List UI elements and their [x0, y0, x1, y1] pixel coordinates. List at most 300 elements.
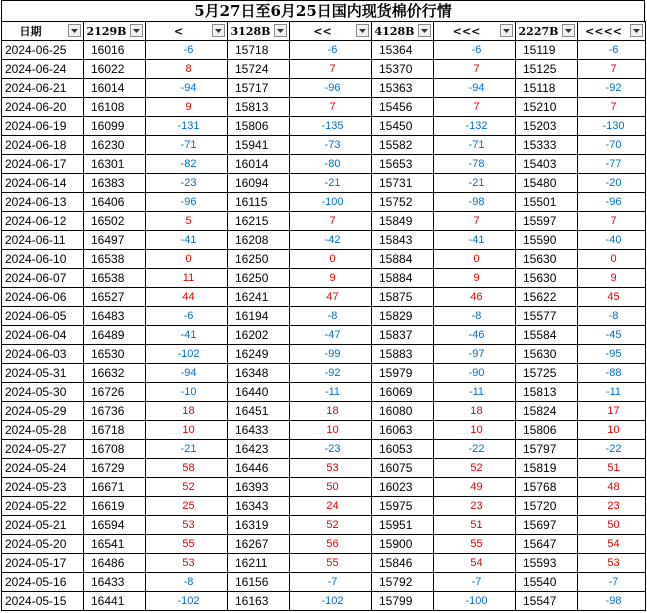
price-cell[interactable]: 16202	[228, 326, 290, 345]
price-cell[interactable]: 15813	[516, 383, 578, 402]
change-cell[interactable]: 48	[578, 478, 646, 497]
table-row	[2, 250, 646, 269]
change-cell[interactable]: -78	[434, 155, 516, 174]
table-row	[2, 554, 646, 573]
date-cell[interactable]: 2024-06-05	[2, 307, 84, 326]
date-cell[interactable]: 2024-06-20	[2, 98, 84, 117]
price-cell[interactable]: 16014	[228, 155, 290, 174]
price-cell[interactable]: 15979	[372, 364, 434, 383]
change-cell[interactable]: -80	[290, 155, 372, 174]
price-cell[interactable]: 15824	[516, 402, 578, 421]
price-cell[interactable]: 16215	[228, 212, 290, 231]
filter-dropdown-icon[interactable]	[418, 24, 431, 37]
change-cell[interactable]: 58	[146, 459, 228, 478]
price-cell[interactable]: 16163	[228, 592, 290, 611]
date-cell[interactable]: 2024-06-21	[2, 79, 84, 98]
price-cell[interactable]: 16230	[84, 136, 146, 155]
price-cell[interactable]: 16497	[84, 231, 146, 250]
change-cell[interactable]: -47	[290, 326, 372, 345]
table-row	[2, 440, 646, 459]
date-cell[interactable]: 2024-06-11	[2, 231, 84, 250]
price-cell[interactable]: 16486	[84, 554, 146, 573]
change-cell[interactable]: -8	[578, 307, 646, 326]
change-cell[interactable]: -8	[146, 573, 228, 592]
change-cell[interactable]: 53	[290, 459, 372, 478]
change-cell[interactable]: -45	[578, 326, 646, 345]
filter-dropdown-icon[interactable]	[356, 24, 369, 37]
change-cell[interactable]: -70	[578, 136, 646, 155]
price-cell[interactable]: 16343	[228, 497, 290, 516]
change-cell[interactable]: 53	[578, 554, 646, 573]
change-cell[interactable]: 50	[578, 516, 646, 535]
column-header-label: <<<	[452, 24, 481, 38]
change-cell[interactable]: -71	[434, 136, 516, 155]
change-cell[interactable]: -42	[290, 231, 372, 250]
date-cell[interactable]: 2024-05-23	[2, 478, 84, 497]
change-cell[interactable]: 53	[146, 516, 228, 535]
filter-dropdown-icon[interactable]	[630, 24, 643, 37]
price-cell[interactable]: 16441	[84, 592, 146, 611]
date-cell[interactable]: 2024-06-25	[2, 41, 84, 60]
change-cell[interactable]: 54	[434, 554, 516, 573]
change-cell[interactable]: 56	[290, 535, 372, 554]
change-cell[interactable]: -21	[146, 440, 228, 459]
change-cell[interactable]: 17	[578, 402, 646, 421]
price-cell[interactable]: 15731	[372, 174, 434, 193]
change-cell[interactable]: 7	[578, 212, 646, 231]
change-cell[interactable]: 10	[290, 421, 372, 440]
change-cell[interactable]: -7	[290, 573, 372, 592]
price-cell[interactable]: 16451	[228, 402, 290, 421]
change-cell[interactable]: 9	[434, 269, 516, 288]
change-cell[interactable]: 18	[434, 402, 516, 421]
change-cell[interactable]: -22	[434, 440, 516, 459]
date-cell[interactable]: 2024-06-04	[2, 326, 84, 345]
filter-dropdown-icon[interactable]	[562, 24, 575, 37]
price-cell[interactable]: 15806	[516, 421, 578, 440]
change-cell[interactable]: -8	[290, 307, 372, 326]
table-row	[2, 345, 646, 364]
date-cell[interactable]: 2024-05-17	[2, 554, 84, 573]
price-cell[interactable]: 16022	[84, 60, 146, 79]
price-cell[interactable]: 15597	[516, 212, 578, 231]
price-cell[interactable]: 15450	[372, 117, 434, 136]
change-cell[interactable]: 10	[146, 421, 228, 440]
table-row	[2, 60, 646, 79]
change-cell[interactable]: -130	[578, 117, 646, 136]
price-cell[interactable]: 15370	[372, 60, 434, 79]
change-cell[interactable]: 0	[290, 250, 372, 269]
change-cell[interactable]: -6	[578, 41, 646, 60]
change-cell[interactable]: -100	[434, 592, 516, 611]
date-cell[interactable]: 2024-06-10	[2, 250, 84, 269]
change-cell[interactable]: 0	[578, 250, 646, 269]
change-cell[interactable]: -97	[434, 345, 516, 364]
date-cell[interactable]: 2024-06-03	[2, 345, 84, 364]
price-cell[interactable]: 15797	[516, 440, 578, 459]
change-cell[interactable]: -7	[578, 573, 646, 592]
price-cell[interactable]: 16301	[84, 155, 146, 174]
change-cell[interactable]: 7	[578, 98, 646, 117]
change-cell[interactable]: 45	[578, 288, 646, 307]
price-cell[interactable]: 15622	[516, 288, 578, 307]
date-cell[interactable]: 2024-05-30	[2, 383, 84, 402]
change-cell[interactable]: -95	[578, 345, 646, 364]
date-cell[interactable]: 2024-06-13	[2, 193, 84, 212]
date-cell[interactable]: 2024-05-22	[2, 497, 84, 516]
price-cell[interactable]: 16211	[228, 554, 290, 573]
price-cell[interactable]: 16393	[228, 478, 290, 497]
price-cell[interactable]: 15582	[372, 136, 434, 155]
change-cell[interactable]: -6	[290, 41, 372, 60]
change-cell[interactable]: -46	[434, 326, 516, 345]
change-cell[interactable]: -11	[434, 383, 516, 402]
price-cell[interactable]: 15806	[228, 117, 290, 136]
table-row	[2, 136, 646, 155]
price-cell[interactable]: 15884	[372, 250, 434, 269]
price-cell[interactable]: 16502	[84, 212, 146, 231]
change-cell[interactable]: 50	[290, 478, 372, 497]
change-cell[interactable]: 54	[578, 535, 646, 554]
change-cell[interactable]: -102	[146, 345, 228, 364]
price-cell[interactable]: 16014	[84, 79, 146, 98]
price-cell[interactable]: 16708	[84, 440, 146, 459]
date-cell[interactable]: 2024-06-07	[2, 269, 84, 288]
price-cell[interactable]: 16619	[84, 497, 146, 516]
price-cell[interactable]: 15717	[228, 79, 290, 98]
change-cell[interactable]: -23	[146, 174, 228, 193]
price-cell[interactable]: 15577	[516, 307, 578, 326]
price-cell[interactable]: 15630	[516, 345, 578, 364]
price-cell[interactable]: 16446	[228, 459, 290, 478]
price-cell[interactable]: 15363	[372, 79, 434, 98]
price-cell[interactable]: 16194	[228, 307, 290, 326]
change-cell[interactable]: 55	[290, 554, 372, 573]
change-cell[interactable]: -135	[290, 117, 372, 136]
change-cell[interactable]: 9	[146, 98, 228, 117]
price-cell[interactable]: 15584	[516, 326, 578, 345]
change-cell[interactable]: 51	[434, 516, 516, 535]
change-cell[interactable]: 9	[290, 269, 372, 288]
table-row	[2, 269, 646, 288]
price-cell[interactable]: 15720	[516, 497, 578, 516]
price-cell[interactable]: 16433	[228, 421, 290, 440]
column-header-label: 2227B	[518, 24, 559, 38]
price-cell[interactable]: 16241	[228, 288, 290, 307]
change-cell[interactable]: -94	[146, 364, 228, 383]
price-cell[interactable]: 16440	[228, 383, 290, 402]
change-cell[interactable]: -131	[146, 117, 228, 136]
price-cell[interactable]: 16319	[228, 516, 290, 535]
price-cell[interactable]: 16483	[84, 307, 146, 326]
price-cell[interactable]: 16726	[84, 383, 146, 402]
price-cell[interactable]: 16267	[228, 535, 290, 554]
date-cell[interactable]: 2024-06-19	[2, 117, 84, 136]
change-cell[interactable]: 52	[146, 478, 228, 497]
price-cell[interactable]: 15210	[516, 98, 578, 117]
table-row	[2, 41, 646, 60]
price-cell[interactable]: 16489	[84, 326, 146, 345]
date-cell[interactable]: 2024-05-15	[2, 592, 84, 611]
column-header-label: 日期	[19, 25, 42, 38]
change-cell[interactable]: -102	[146, 592, 228, 611]
price-cell[interactable]: 15203	[516, 117, 578, 136]
change-cell[interactable]: 7	[290, 60, 372, 79]
price-cell[interactable]: 15951	[372, 516, 434, 535]
change-cell[interactable]: 49	[434, 478, 516, 497]
price-cell[interactable]: 16406	[84, 193, 146, 212]
change-cell[interactable]: -100	[290, 193, 372, 212]
price-cell[interactable]: 15125	[516, 60, 578, 79]
date-cell[interactable]: 2024-06-06	[2, 288, 84, 307]
price-cell[interactable]: 15975	[372, 497, 434, 516]
price-cell[interactable]: 16729	[84, 459, 146, 478]
price-cell[interactable]: 15590	[516, 231, 578, 250]
change-cell[interactable]: 55	[146, 535, 228, 554]
price-cell[interactable]: 15718	[228, 41, 290, 60]
filter-dropdown-icon[interactable]	[274, 24, 287, 37]
filter-dropdown-icon[interactable]	[500, 24, 513, 37]
price-cell[interactable]: 16383	[84, 174, 146, 193]
change-cell[interactable]: -7	[434, 573, 516, 592]
change-cell[interactable]: 23	[434, 497, 516, 516]
change-cell[interactable]: 7	[434, 98, 516, 117]
price-cell[interactable]: 15725	[516, 364, 578, 383]
price-cell[interactable]: 15647	[516, 535, 578, 554]
change-cell[interactable]: -82	[146, 155, 228, 174]
change-cell[interactable]: -6	[146, 41, 228, 60]
change-cell[interactable]: 7	[290, 98, 372, 117]
change-cell[interactable]: -10	[146, 383, 228, 402]
price-cell[interactable]: 15118	[516, 79, 578, 98]
change-cell[interactable]: 25	[146, 497, 228, 516]
change-cell[interactable]: -77	[578, 155, 646, 174]
change-cell[interactable]: 10	[578, 421, 646, 440]
change-cell[interactable]: 7	[434, 60, 516, 79]
change-cell[interactable]: 0	[146, 250, 228, 269]
price-cell[interactable]: 15768	[516, 478, 578, 497]
price-cell[interactable]: 15630	[516, 269, 578, 288]
price-cell[interactable]: 15799	[372, 592, 434, 611]
date-cell[interactable]: 2024-05-27	[2, 440, 84, 459]
change-cell[interactable]: 44	[146, 288, 228, 307]
change-cell[interactable]: -96	[146, 193, 228, 212]
change-cell[interactable]: -41	[146, 231, 228, 250]
change-cell[interactable]: 18	[146, 402, 228, 421]
column-header-3	[228, 22, 290, 41]
table-row	[2, 212, 646, 231]
change-cell[interactable]: -23	[290, 440, 372, 459]
price-cell[interactable]: 15900	[372, 535, 434, 554]
price-cell[interactable]: 15843	[372, 231, 434, 250]
date-cell[interactable]: 2024-05-31	[2, 364, 84, 383]
price-cell[interactable]: 16069	[372, 383, 434, 402]
change-cell[interactable]: -99	[290, 345, 372, 364]
table-row	[2, 98, 646, 117]
change-cell[interactable]: 23	[578, 497, 646, 516]
change-cell[interactable]: -102	[290, 592, 372, 611]
date-cell[interactable]: 2024-06-18	[2, 136, 84, 155]
change-cell[interactable]: -92	[290, 364, 372, 383]
date-cell[interactable]: 2024-05-29	[2, 402, 84, 421]
price-cell[interactable]: 16080	[372, 402, 434, 421]
change-cell[interactable]: 47	[290, 288, 372, 307]
price-cell[interactable]: 16115	[228, 193, 290, 212]
change-cell[interactable]: -98	[434, 193, 516, 212]
price-cell[interactable]: 16538	[84, 250, 146, 269]
change-cell[interactable]: 7	[290, 212, 372, 231]
date-cell[interactable]: 2024-05-28	[2, 421, 84, 440]
price-cell[interactable]: 15792	[372, 573, 434, 592]
change-cell[interactable]: 55	[434, 535, 516, 554]
filter-dropdown-icon[interactable]	[212, 24, 225, 37]
change-cell[interactable]: -92	[578, 79, 646, 98]
change-cell[interactable]: 18	[290, 402, 372, 421]
table-row	[2, 497, 646, 516]
price-cell[interactable]: 16348	[228, 364, 290, 383]
price-cell[interactable]: 16538	[84, 269, 146, 288]
price-cell[interactable]: 15819	[516, 459, 578, 478]
price-cell[interactable]: 15829	[372, 307, 434, 326]
date-cell[interactable]: 2024-06-24	[2, 60, 84, 79]
filter-dropdown-icon[interactable]	[130, 24, 143, 37]
price-cell[interactable]: 15593	[516, 554, 578, 573]
price-cell[interactable]: 15364	[372, 41, 434, 60]
price-cell[interactable]: 16208	[228, 231, 290, 250]
change-cell[interactable]: -94	[434, 79, 516, 98]
change-cell[interactable]: -71	[146, 136, 228, 155]
price-cell[interactable]: 16016	[84, 41, 146, 60]
change-cell[interactable]: 46	[434, 288, 516, 307]
change-cell[interactable]: -96	[290, 79, 372, 98]
change-cell[interactable]: -98	[578, 592, 646, 611]
price-cell[interactable]: 16063	[372, 421, 434, 440]
price-cell[interactable]: 15501	[516, 193, 578, 212]
change-cell[interactable]: -11	[578, 383, 646, 402]
date-cell[interactable]: 2024-06-12	[2, 212, 84, 231]
change-cell[interactable]: -90	[434, 364, 516, 383]
change-cell[interactable]: -6	[146, 307, 228, 326]
filter-dropdown-icon[interactable]	[68, 24, 81, 37]
price-cell[interactable]: 16541	[84, 535, 146, 554]
price-cell[interactable]: 16527	[84, 288, 146, 307]
change-cell[interactable]: 7	[578, 60, 646, 79]
price-cell[interactable]: 16736	[84, 402, 146, 421]
price-cell[interactable]: 16156	[228, 573, 290, 592]
change-cell[interactable]: 52	[290, 516, 372, 535]
change-cell[interactable]: 52	[434, 459, 516, 478]
price-cell[interactable]: 16718	[84, 421, 146, 440]
change-cell[interactable]: 9	[578, 269, 646, 288]
price-cell[interactable]: 15403	[516, 155, 578, 174]
price-cell[interactable]: 15697	[516, 516, 578, 535]
price-cell[interactable]: 16094	[228, 174, 290, 193]
price-cell[interactable]: 15752	[372, 193, 434, 212]
price-cell[interactable]: 16249	[228, 345, 290, 364]
table-row	[2, 478, 646, 497]
price-cell[interactable]: 16423	[228, 440, 290, 459]
change-cell[interactable]: -94	[146, 79, 228, 98]
price-cell[interactable]: 15837	[372, 326, 434, 345]
change-cell[interactable]: 7	[434, 212, 516, 231]
price-cell[interactable]: 16594	[84, 516, 146, 535]
change-cell[interactable]: 51	[578, 459, 646, 478]
change-cell[interactable]: 24	[290, 497, 372, 516]
date-cell[interactable]: 2024-06-14	[2, 174, 84, 193]
table-row	[2, 535, 646, 554]
price-cell[interactable]: 15724	[228, 60, 290, 79]
price-cell[interactable]: 16433	[84, 573, 146, 592]
price-cell[interactable]: 15884	[372, 269, 434, 288]
change-cell[interactable]: 8	[146, 60, 228, 79]
date-cell[interactable]: 2024-05-16	[2, 573, 84, 592]
date-cell[interactable]: 2024-05-20	[2, 535, 84, 554]
column-header-1	[84, 22, 146, 41]
price-cell[interactable]: 15849	[372, 212, 434, 231]
change-cell[interactable]: -21	[434, 174, 516, 193]
price-cell[interactable]: 15119	[516, 41, 578, 60]
change-cell[interactable]: -41	[146, 326, 228, 345]
column-header-label: <	[173, 24, 184, 38]
price-cell[interactable]: 15480	[516, 174, 578, 193]
change-cell[interactable]: 10	[434, 421, 516, 440]
price-cell[interactable]: 15883	[372, 345, 434, 364]
change-cell[interactable]: -20	[578, 174, 646, 193]
price-cell[interactable]: 15653	[372, 155, 434, 174]
change-cell[interactable]: -22	[578, 440, 646, 459]
price-cell[interactable]: 16023	[372, 478, 434, 497]
column-header-label: 3128B	[230, 24, 271, 38]
price-cell[interactable]: 15875	[372, 288, 434, 307]
price-cell[interactable]: 16250	[228, 269, 290, 288]
price-cell[interactable]: 16250	[228, 250, 290, 269]
change-cell[interactable]: 53	[146, 554, 228, 573]
price-cell[interactable]: 15941	[228, 136, 290, 155]
price-cell[interactable]: 16530	[84, 345, 146, 364]
change-cell[interactable]: -40	[578, 231, 646, 250]
price-cell[interactable]: 15846	[372, 554, 434, 573]
price-cell[interactable]: 16108	[84, 98, 146, 117]
price-cell[interactable]: 15813	[228, 98, 290, 117]
price-cell[interactable]: 15456	[372, 98, 434, 117]
date-cell[interactable]: 2024-06-17	[2, 155, 84, 174]
change-cell[interactable]: -8	[434, 307, 516, 326]
change-cell[interactable]: 11	[146, 269, 228, 288]
change-cell[interactable]: -73	[290, 136, 372, 155]
change-cell[interactable]: -96	[578, 193, 646, 212]
price-cell[interactable]: 15540	[516, 573, 578, 592]
change-cell[interactable]: -88	[578, 364, 646, 383]
change-cell[interactable]: -11	[290, 383, 372, 402]
price-cell[interactable]: 15333	[516, 136, 578, 155]
price-cell[interactable]: 15547	[516, 592, 578, 611]
change-cell[interactable]: 0	[434, 250, 516, 269]
price-cell[interactable]: 16632	[84, 364, 146, 383]
price-cell[interactable]: 16053	[372, 440, 434, 459]
table-row	[2, 516, 646, 535]
date-cell[interactable]: 2024-05-24	[2, 459, 84, 478]
price-cell[interactable]: 16075	[372, 459, 434, 478]
price-cell[interactable]: 16099	[84, 117, 146, 136]
change-cell[interactable]: -41	[434, 231, 516, 250]
change-cell[interactable]: -21	[290, 174, 372, 193]
date-cell[interactable]: 2024-05-21	[2, 516, 84, 535]
price-cell[interactable]: 15630	[516, 250, 578, 269]
change-cell[interactable]: 5	[146, 212, 228, 231]
change-cell[interactable]: -132	[434, 117, 516, 136]
change-cell[interactable]: -6	[434, 41, 516, 60]
price-cell[interactable]: 16671	[84, 478, 146, 497]
